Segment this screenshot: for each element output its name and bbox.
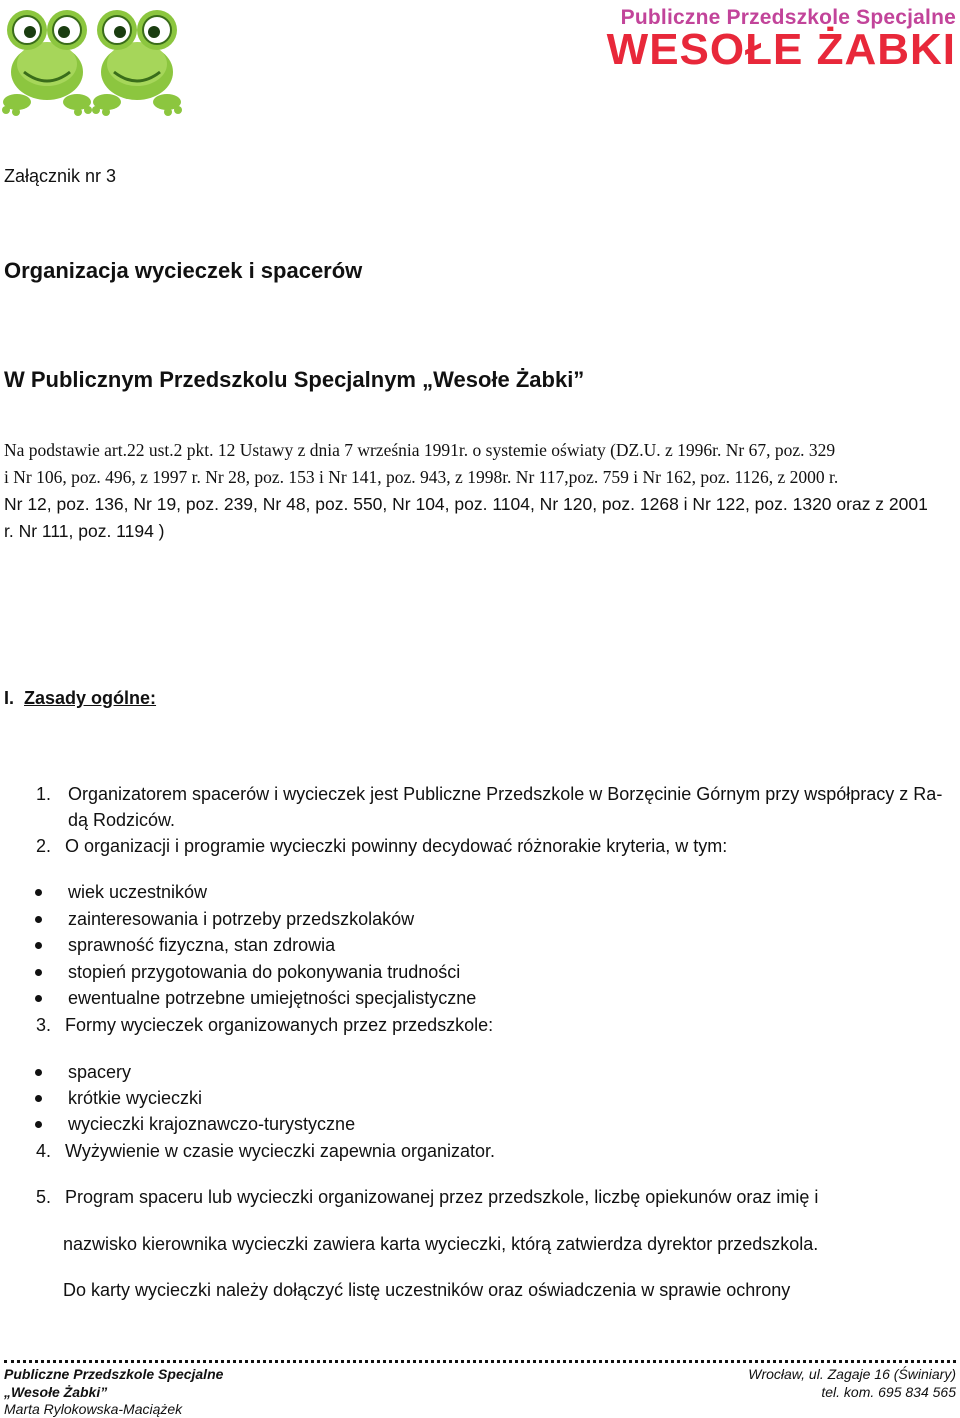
bullet-item: krótkie wycieczki	[68, 1088, 203, 1108]
footer-phone: tel. kom. 695 834 565	[821, 1384, 956, 1400]
footer-address: Wrocław, ul. Zagaje 16 (Świniary)	[748, 1366, 956, 1382]
bullet-item: zainteresowania i potrzeby przedszkolaków	[68, 909, 415, 929]
legal-line: i Nr 106, poz. 496, z 1997 r. Nr 28, poz. 153 i Nr 141, poz. 943, z 1998r. Nr 117,poz. 759 i Nr 162, poz. 1126, z 2000 r.	[4, 467, 839, 487]
frogs-logo-image	[2, 2, 182, 120]
section-number: I.	[4, 688, 15, 708]
item-text-continuation: nazwisko kierownika wycieczki zawiera karta wycieczki, którą zatwierdza dyrektor przedszkola.	[63, 1234, 819, 1254]
item-number: 5.	[36, 1187, 52, 1207]
bullet-icon	[35, 1121, 42, 1128]
attachment-label: Załącznik nr 3	[4, 166, 117, 186]
item-text-continuation: dą Rodziców.	[68, 810, 176, 830]
section-title: Zasady ogólne:	[24, 688, 157, 708]
footer-divider	[4, 1360, 956, 1363]
footer-school-name: Publiczne Przedszkole Specjalne	[4, 1366, 224, 1382]
legal-line: Na podstawie art.22 ust.2 pkt. 12 Ustawy z dnia 7 września 1991r. o systemie oświaty (DZ.U. z 1996r. Nr 67, poz. 329	[4, 440, 836, 460]
bullet-item: sprawność fizyczna, stan zdrowia	[68, 935, 336, 955]
bullet-icon	[35, 889, 42, 896]
item-number: 4.	[36, 1141, 52, 1161]
item-number: 3.	[36, 1015, 52, 1035]
footer-author: Marta Rylokowska-Maciążek	[4, 1401, 183, 1417]
legal-line: r. Nr 111, poz. 1194 )	[4, 521, 165, 541]
document-subtitle: W Publicznym Przedszkolu Specjalnym „Wesołe Żabki”	[4, 367, 585, 392]
bullet-item: stopień przygotowania do pokonywania trudności	[68, 962, 461, 982]
bullet-icon	[35, 1069, 42, 1076]
bullet-item: spacery	[68, 1062, 132, 1082]
logo-subtitle: Publiczne Przedszkole Specjalne	[620, 6, 956, 29]
item-text-continuation: Do karty wycieczki należy dołączyć listę uczestników oraz oświadczenia w sprawie ochrony	[63, 1280, 791, 1300]
item-text: Program spaceru lub wycieczki organizowanej przez przedszkole, liczbę opiekunów oraz imię i	[65, 1187, 819, 1207]
item-text: O organizacji i programie wycieczki powinny decydować różnorakie kryteria, w tym:	[65, 836, 728, 856]
item-text: Formy wycieczek organizowanych przez przedszkole:	[65, 1015, 494, 1035]
bullet-item: ewentualne potrzebne umiejętności specjalistyczne	[68, 988, 477, 1008]
bullet-item: wycieczki krajoznawczo-turystyczne	[68, 1114, 356, 1134]
bullet-icon	[35, 916, 42, 923]
legal-line: Nr 12, poz. 136, Nr 19, poz. 239, Nr 48, poz. 550, Nr 104, poz. 1104, Nr 120, poz. 1268 i Nr 122, poz. 1320 oraz z 2001	[4, 494, 928, 514]
section-heading	[4, 688, 156, 709]
bullet-icon	[35, 1095, 42, 1102]
bullet-icon	[35, 995, 42, 1002]
footer-school-nickname: „Wesołe Żabki”	[4, 1384, 108, 1400]
item-number: 1.	[36, 784, 52, 804]
bullet-item: wiek uczestników	[68, 882, 208, 902]
document-title: Organizacja wycieczek i spacerów	[4, 258, 363, 283]
bullet-icon	[35, 942, 42, 949]
bullet-icon	[35, 969, 42, 976]
logo-title: WESOŁE ŻABKI	[606, 25, 956, 74]
item-text: Organizatorem spacerów i wycieczek jest Publiczne Przedszkole w Borzęcinie Górnym przy współpracy z Ra-	[68, 784, 943, 804]
item-number: 2.	[36, 836, 52, 856]
item-text: Wyżywienie w czasie wycieczki zapewnia organizator.	[65, 1141, 496, 1161]
legal-basis-paragraph	[4, 437, 960, 545]
